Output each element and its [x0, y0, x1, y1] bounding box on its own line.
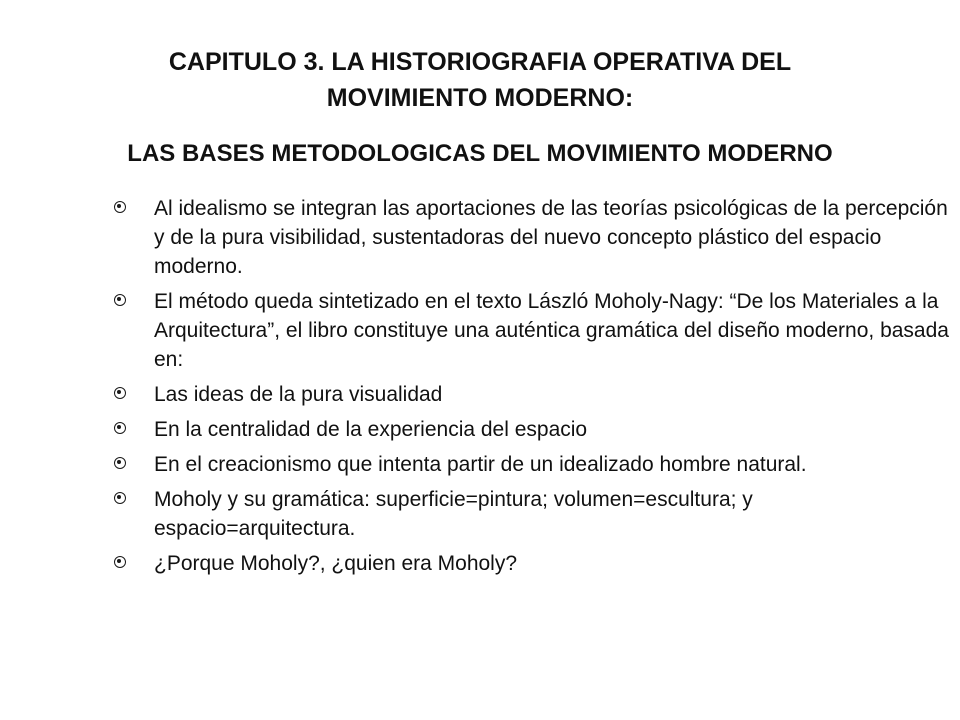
bullet-item: [112, 549, 952, 578]
bullet-text: El método queda sintetizado en el texto László Moholy-Nagy: “De los Materiales a la Arquitectura”, el libro constituye una auténtica gramática del diseño moderno, basada en:: [154, 290, 949, 371]
slide-subtitle: LAS BASES METODOLOGICAS DEL MOVIMIENTO MODERNO: [127, 140, 833, 167]
bullet-text: ¿Porque Moholy?, ¿quien era Moholy?: [154, 552, 518, 575]
bullet-list: [112, 194, 952, 584]
circled-dot-bullet-icon: [114, 201, 126, 213]
circled-dot-bullet-icon: [114, 492, 126, 504]
slide-title: [40, 44, 920, 116]
circled-dot-bullet-icon: [114, 422, 126, 434]
circled-dot-bullet-icon: [114, 457, 126, 469]
bullet-text: Las ideas de la pura visualidad: [154, 383, 443, 406]
bullet-item: [112, 450, 952, 479]
bullet-text: En la centralidad de la experiencia del espacio: [154, 418, 588, 441]
circled-dot-bullet-icon: [114, 387, 126, 399]
bullet-item: [112, 194, 952, 281]
slide-title-line-2: MOVIMIENTO MODERNO:: [326, 84, 634, 112]
bullet-item: [112, 415, 952, 444]
bullet-item: [112, 287, 952, 374]
bullet-item: [112, 380, 952, 409]
bullet-text: En el creacionismo que intenta partir de un idealizado hombre natural.: [154, 453, 807, 476]
circled-dot-bullet-icon: [114, 556, 126, 568]
bullet-item: [112, 485, 952, 543]
circled-dot-bullet-icon: [114, 294, 126, 306]
slide-title-line-1: CAPITULO 3. LA HISTORIOGRAFIA OPERATIVA DEL: [168, 48, 792, 76]
bullet-text: Moholy y su gramática: superficie=pintura; volumen=escultura; y espacio=arquitectura.: [154, 488, 753, 540]
bullet-text: Al idealismo se integran las aportaciones de las teorías psicológicas de la percepción y de la pura visibilidad, sustentadoras del nuevo concepto plástico del espacio moderno.: [154, 197, 948, 278]
